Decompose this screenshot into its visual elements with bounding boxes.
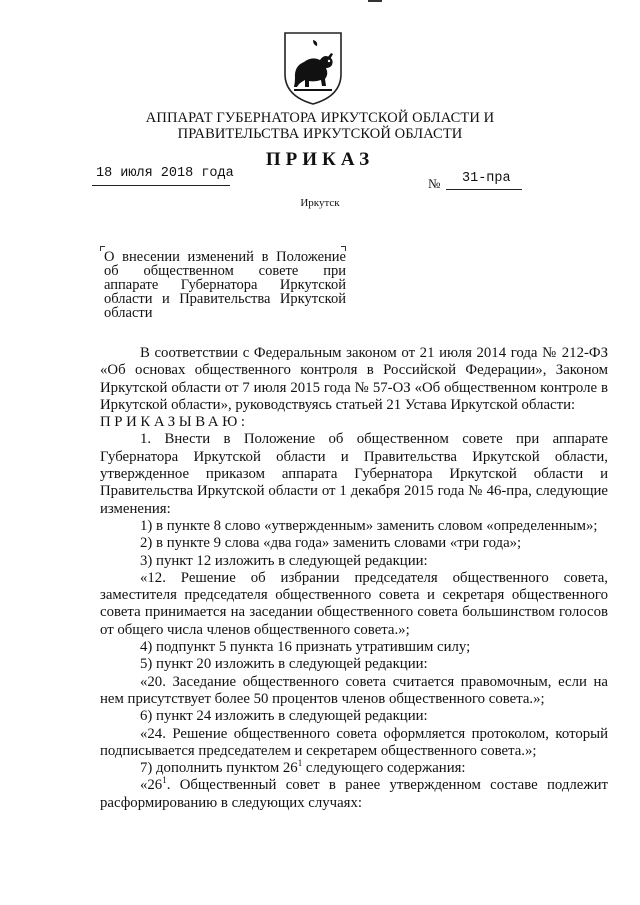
- quote-point-24: «24. Решение общественного совета оформляется протоколом, который подписывается председателем и секретарем общественного совета.»;: [100, 725, 608, 759]
- superscript: 1: [297, 758, 303, 769]
- subitem-5: 5) пункт 20 изложить в следующей редакции:: [140, 656, 428, 673]
- number-underline: [446, 189, 522, 190]
- subitem-4: 4) подпункт 5 пункта 16 признать утратившим силу;: [140, 639, 471, 656]
- irkutsk-coat-of-arms-icon: [282, 30, 344, 106]
- scan-mark: [368, 0, 382, 2]
- city-name: Иркутск: [300, 197, 340, 209]
- order-word: ПРИКАЗЫВАЮ:: [100, 414, 249, 431]
- order-date: 18 июля 2018 года: [96, 166, 234, 181]
- subitem-7-text: 7) дополнить пунктом 26: [140, 760, 298, 777]
- quote-point-20: «20. Заседание общественного совета считается правомочным, если на нем присутствует более 50 процентов членов общественного совета.»;: [100, 673, 608, 707]
- subitem-2: 2) в пункте 9 слова «два года» заменить словами «три года»;: [140, 535, 522, 552]
- quote-26-text: . Общественный совет в ранее утвержденном составе подлежит расформированию в следующих случаях:: [100, 777, 608, 811]
- organization-name-line-1: АППАРАТ ГУБЕРНАТОРА ИРКУТСКОЙ ОБЛАСТИ И: [145, 110, 495, 126]
- subject-line: О внесении изменений в Положение: [104, 249, 346, 265]
- order-body: [100, 345, 608, 812]
- quote-point-12: «12. Решение об избрании председателя общественного совета, заместителя председателя общественного совета и секретаря общественного совета принимается на заседании общественного совета большинством голосов от общего числа членов общественного совета.»;: [100, 569, 608, 638]
- subitem-7-tail: следующего содержания:: [302, 760, 466, 777]
- superscript: 1: [162, 775, 167, 786]
- order-number: 31-пра: [462, 171, 511, 186]
- subject-line: аппарате Губернатора Иркутской: [104, 277, 346, 293]
- subitem-7: [100, 760, 608, 777]
- quote-26-open: «26: [140, 777, 163, 794]
- number-sign: №: [428, 176, 441, 191]
- subject-line: области: [104, 305, 153, 321]
- subject-line: об общественном совете при: [104, 263, 346, 279]
- quote-point-26-1: [100, 777, 608, 812]
- preamble-paragraph: В соответствии с Федеральным законом от 21 июля 2014 года № 212-ФЗ «Об основах общественного контроля в Российской Федерации», Законом Иркутской области от 7 июля 2015 года № 57-ОЗ «Об общественном контроле в Иркутской области», руководствуясь статьей 21 Устава Иркутской области:: [100, 345, 608, 413]
- organization-name-line-2: ПРАВИТЕЛЬСТВА ИРКУТСКОЙ ОБЛАСТИ: [177, 126, 463, 142]
- subject-line: области и Правительства Иркутской: [104, 291, 346, 307]
- subitem-1: 1) в пункте 8 слово «утвержденным» заменить словом «определенным»;: [140, 517, 598, 534]
- item-1-paragraph: 1. Внести в Положение об общественном совете при аппарате Губернатора Иркутской области и Правительства Иркутской области, утвержденное приказом аппарата Губернатора Иркутской области и Правительства Иркутской области от 1 декабря 2015 года № 46-пра, следующие изменения:: [100, 431, 608, 517]
- document-title: ПРИКАЗ: [265, 149, 375, 170]
- date-underline: [92, 185, 230, 186]
- subitem-3: 3) пункт 12 изложить в следующей редакции:: [140, 552, 428, 569]
- order-subject: [104, 250, 346, 320]
- subitem-6: 6) пункт 24 изложить в следующей редакции:: [140, 708, 428, 725]
